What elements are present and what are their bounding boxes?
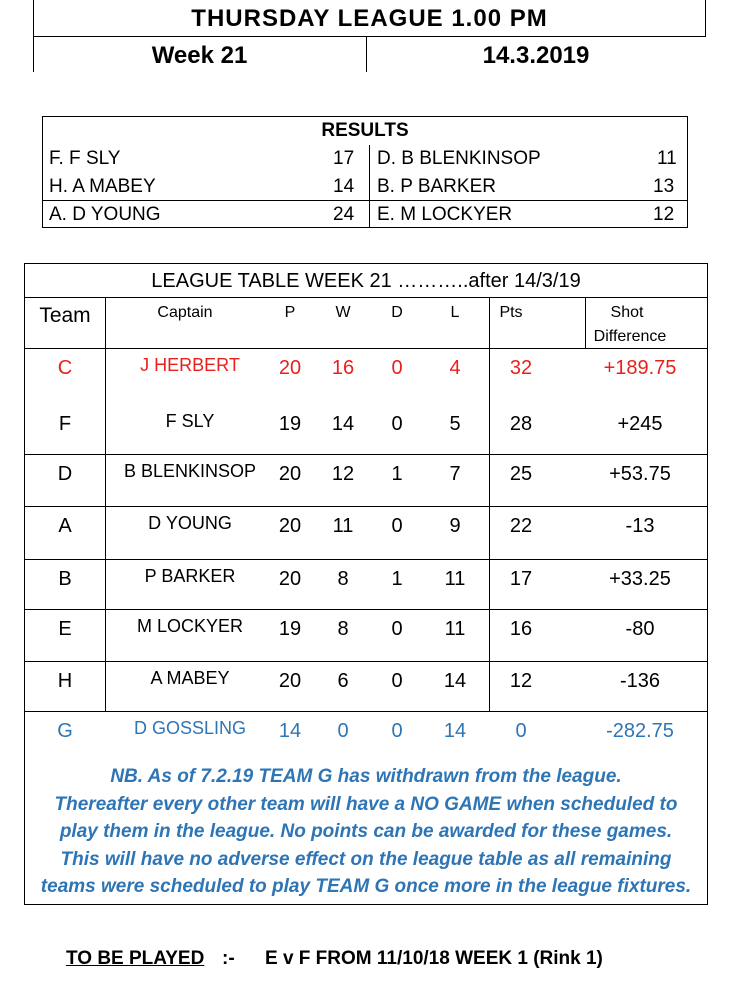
cell-pts: 25 bbox=[509, 463, 533, 485]
cell-p: 20 bbox=[278, 670, 302, 692]
home-team: A. D YOUNG bbox=[49, 204, 161, 225]
cell-pts: 22 bbox=[509, 515, 533, 537]
league-table-title: LEAGUE TABLE WEEK 21 ………..after 14/3/19 bbox=[151, 270, 581, 292]
header-divider bbox=[33, 36, 706, 37]
cell-p: 20 bbox=[278, 568, 302, 590]
cell-sd: +33.25 bbox=[609, 568, 671, 590]
to-be-played-suffix: :- bbox=[222, 948, 235, 969]
cell-sd: -13 bbox=[625, 515, 655, 537]
table-line bbox=[25, 454, 707, 455]
away-team: E. M LOCKYER bbox=[377, 204, 513, 225]
date-label: 14.3.2019 bbox=[482, 42, 590, 69]
cell-p: 14 bbox=[278, 720, 302, 742]
cell-pts: 17 bbox=[509, 568, 533, 590]
note-line: NB. As of 7.2.19 TEAM G has withdrawn from the league. bbox=[110, 766, 622, 787]
results-box bbox=[42, 116, 688, 228]
home-score: 17 bbox=[333, 148, 355, 169]
home-team: F. F SLY bbox=[49, 148, 121, 169]
to-be-played-label: TO BE PLAYED bbox=[66, 948, 205, 969]
cell-d: 0 bbox=[391, 618, 403, 640]
cell-w: 12 bbox=[331, 463, 355, 485]
cell-w: 8 bbox=[337, 618, 349, 640]
note-line: play them in the league. No points can be awarded for these games. bbox=[59, 821, 673, 842]
cell-captain: B BLENKINSOP bbox=[123, 461, 257, 481]
header-box bbox=[33, 0, 706, 72]
home-score: 24 bbox=[333, 204, 355, 225]
cell-l: 11 bbox=[444, 568, 466, 590]
cell-w: 16 bbox=[331, 357, 355, 379]
cell-team: H bbox=[57, 670, 73, 692]
away-team: B. P BARKER bbox=[377, 176, 496, 197]
away-score: 13 bbox=[653, 176, 675, 197]
note-line: Thereafter every other team will have a NO GAME when scheduled to bbox=[54, 793, 678, 815]
cell-sd: +245 bbox=[617, 413, 663, 435]
cell-p: 19 bbox=[278, 413, 302, 435]
cell-d: 0 bbox=[391, 515, 403, 537]
cell-l: 11 bbox=[444, 618, 466, 640]
cell-d: 0 bbox=[391, 413, 403, 435]
cell-sd: +189.75 bbox=[603, 357, 677, 379]
cell-l: 14 bbox=[443, 720, 467, 742]
cell-pts: 0 bbox=[515, 720, 527, 742]
cell-d: 0 bbox=[391, 670, 403, 692]
header-team: Team bbox=[39, 304, 91, 327]
cell-p: 20 bbox=[278, 515, 302, 537]
header-shot: Shot bbox=[610, 304, 644, 321]
cell-pts: 12 bbox=[509, 670, 533, 692]
cell-l: 9 bbox=[449, 515, 461, 537]
cell-pts: 32 bbox=[509, 357, 533, 379]
results-row bbox=[43, 201, 687, 229]
cell-d: 0 bbox=[391, 357, 403, 379]
cell-sd: -136 bbox=[619, 670, 661, 692]
cell-sd: -282.75 bbox=[606, 720, 674, 742]
cell-pts: 16 bbox=[509, 618, 533, 640]
table-line bbox=[25, 506, 707, 507]
cell-w: 14 bbox=[331, 413, 355, 435]
away-score: 12 bbox=[653, 204, 675, 225]
table-line bbox=[25, 297, 707, 298]
results-row bbox=[43, 173, 687, 201]
table-line bbox=[25, 559, 707, 560]
cell-w: 6 bbox=[337, 670, 349, 692]
cell-d: 1 bbox=[391, 568, 403, 590]
cell-sd: +53.75 bbox=[609, 463, 671, 485]
results-title: RESULTS bbox=[321, 120, 409, 141]
cell-d: 1 bbox=[391, 463, 403, 485]
cell-p: 20 bbox=[278, 357, 302, 379]
cell-captain: P BARKER bbox=[144, 566, 236, 586]
cell-captain: J HERBERT bbox=[140, 355, 240, 375]
header-difference: Difference bbox=[593, 328, 667, 345]
cell-team: A bbox=[58, 515, 72, 537]
cell-team: B bbox=[58, 568, 72, 590]
table-line bbox=[489, 297, 490, 711]
cell-captain: F SLY bbox=[165, 411, 215, 431]
league-title: THURSDAY LEAGUE 1.00 PM bbox=[191, 5, 548, 32]
table-line bbox=[25, 609, 707, 610]
note-line: teams were scheduled to play TEAM G once more in the league fixtures. bbox=[40, 876, 692, 897]
home-team: H. A MABEY bbox=[49, 176, 156, 197]
league-table bbox=[24, 263, 708, 905]
cell-captain: A MABEY bbox=[150, 668, 230, 688]
cell-sd: -80 bbox=[625, 618, 655, 640]
home-score: 14 bbox=[333, 176, 355, 197]
header-w: W bbox=[335, 304, 351, 321]
header-captain: Captain bbox=[157, 304, 213, 321]
week-label: Week 21 bbox=[151, 42, 248, 69]
cell-w: 11 bbox=[332, 515, 354, 537]
header-p: P bbox=[284, 304, 296, 321]
cell-team: C bbox=[57, 357, 73, 379]
away-score: 11 bbox=[657, 148, 677, 169]
cell-captain: M LOCKYER bbox=[136, 616, 244, 636]
cell-team: E bbox=[58, 618, 72, 640]
cell-captain: D YOUNG bbox=[148, 513, 232, 533]
cell-l: 14 bbox=[443, 670, 467, 692]
cell-p: 19 bbox=[278, 618, 302, 640]
cell-d: 0 bbox=[391, 720, 403, 742]
note-line: This will have no adverse effect on the league table as all remaining bbox=[60, 848, 672, 870]
header-l: L bbox=[450, 304, 460, 321]
header-pts: Pts bbox=[499, 304, 523, 321]
cell-captain: D GOSSLING bbox=[133, 718, 247, 738]
cell-team: F bbox=[58, 413, 72, 435]
cell-team: D bbox=[57, 463, 73, 485]
cell-p: 20 bbox=[278, 463, 302, 485]
cell-w: 0 bbox=[337, 720, 349, 742]
header-d: D bbox=[391, 304, 403, 321]
cell-l: 4 bbox=[449, 357, 461, 379]
cell-l: 5 bbox=[449, 413, 461, 435]
table-line bbox=[25, 711, 707, 712]
table-line bbox=[25, 661, 707, 662]
cell-w: 8 bbox=[337, 568, 349, 590]
to-be-played-fixture: E v F FROM 11/10/18 WEEK 1 (Rink 1) bbox=[265, 948, 603, 969]
results-row bbox=[43, 145, 687, 173]
away-team: D. B BLENKINSOP bbox=[377, 148, 541, 169]
cell-team: G bbox=[57, 720, 73, 742]
table-line bbox=[25, 348, 707, 349]
cell-pts: 28 bbox=[509, 413, 533, 435]
cell-l: 7 bbox=[449, 463, 461, 485]
